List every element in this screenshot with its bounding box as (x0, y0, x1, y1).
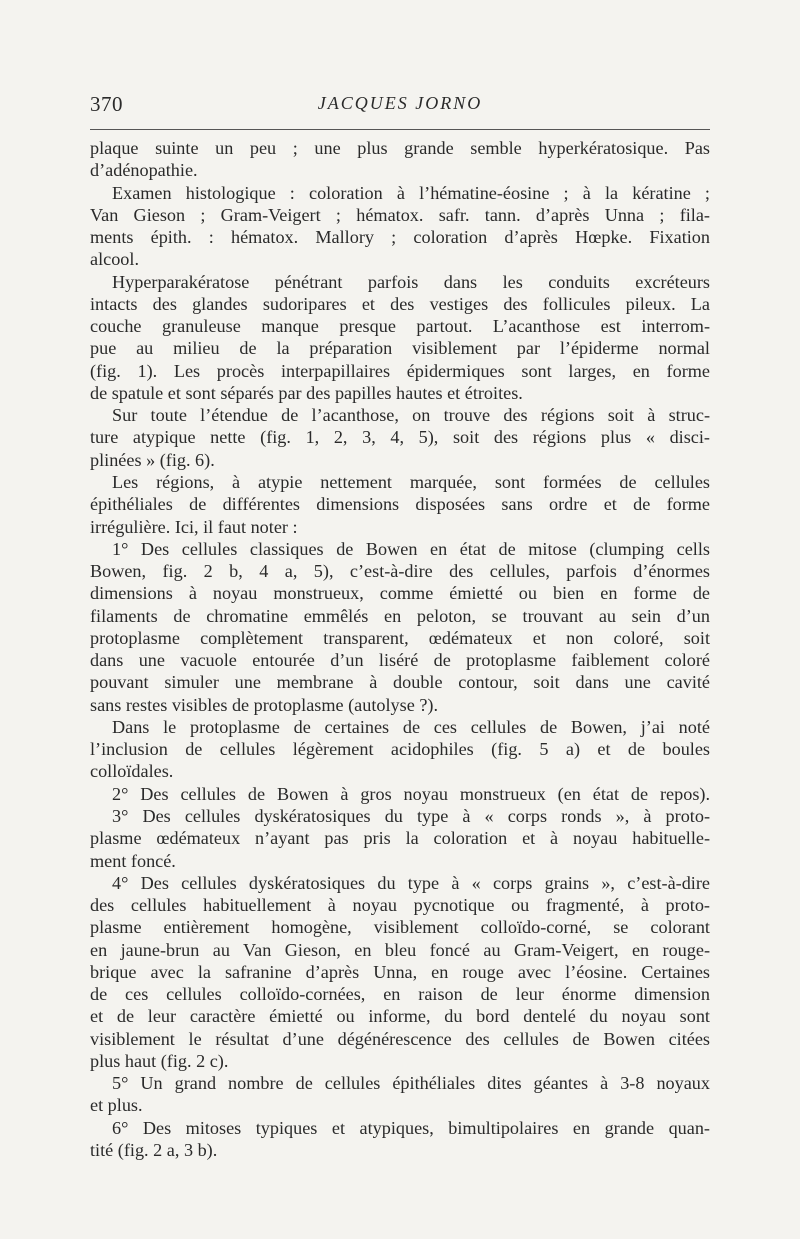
running-head (90, 92, 710, 122)
text-line: et de leur caractère émietté ou informe, du bord dentelé du noyau sont (90, 1006, 710, 1027)
text-line: alcool. (90, 249, 139, 270)
text-line: en jaune-brun au Van Gieson, en bleu foncé au Gram-Veigert, en rouge- (90, 939, 710, 960)
text-line: Dans le protoplasme de certaines de ces cellules de Bowen, j’ai noté (112, 716, 710, 737)
text-line: colloïdales. (90, 761, 174, 782)
text-line: irrégulière. Ici, il faut noter : (90, 516, 298, 537)
text-line: ture atypique nette (fig. 1, 2, 3, 4, 5), soit des régions plus « disci- (90, 427, 710, 448)
text-line: Sur toute l’étendue de l’acanthose, on trouve des régions soit à struc- (112, 405, 710, 426)
body-text (90, 137, 710, 1161)
text-line: Examen histologique : coloration à l’hématine-éosine ; à la kératine ; (112, 182, 710, 203)
running-title: JACQUES JORNO (317, 93, 483, 113)
text-line: 2° Des cellules de Bowen à gros noyau monstrueux (en état de repos). (112, 783, 710, 804)
page-number: 370 (90, 92, 123, 116)
text-line: ment foncé. (90, 850, 176, 871)
text-line: 3° Des cellules dyskératosiques du type à « corps ronds », à proto- (112, 805, 710, 826)
text-line: ments épith. : hématox. Mallory ; coloration d’après Hœpke. Fixation (90, 227, 710, 248)
text-line: 4° Des cellules dyskératosiques du type à « corps grains », c’est-à-dire (112, 872, 710, 893)
text-line: intacts des glandes sudoripares et des vestiges des follicules pileux. La (90, 293, 710, 314)
text-line: filaments de chromatine emmêlés en peloton, se trouvant au sein d’un (90, 605, 710, 626)
text-line: d’adénopathie. (90, 160, 198, 181)
header-rule (90, 129, 710, 130)
text-line: visiblement le résultat d’une dégénérescence des cellules de Bowen citées (90, 1028, 710, 1049)
text-line: dans une vacuole entourée d’un liséré de protoplasme faiblement coloré (90, 650, 710, 671)
text-line: Van Gieson ; Gram-Veigert ; hématox. safr. tann. d’après Unna ; fila- (90, 204, 710, 225)
text-line: l’inclusion de cellules légèrement acidophiles (fig. 5 a) et de boules (90, 739, 710, 760)
text-line: et plus. (90, 1095, 143, 1116)
text-line: couche granuleuse manque presque partout. L’acanthose est interrom- (90, 316, 710, 337)
text-line: protoplasme complètement transparent, œdémateux et non coloré, soit (90, 627, 710, 648)
text-line: de ces cellules colloïdo-cornées, en raison de leur énorme dimension (90, 984, 710, 1005)
text-line: plaque suinte un peu ; une plus grande semble hyperkératosique. Pas (90, 138, 710, 158)
text-line: tité (fig. 2 a, 3 b). (90, 1139, 218, 1160)
text-line: 1° Des cellules classiques de Bowen en état de mitose (clumping cells (112, 538, 710, 559)
text-line: plinées » (fig. 6). (90, 449, 215, 470)
text-line: Les régions, à atypie nettement marquée, sont formées de cellules (112, 471, 710, 492)
text-line: sans restes visibles de protoplasme (autolyse ?). (90, 694, 439, 715)
text-line: 6° Des mitoses typiques et atypiques, bimultipolaires en grande quan- (112, 1117, 710, 1138)
text-line: 5° Un grand nombre de cellules épithéliales dites géantes à 3-8 noyaux (112, 1073, 710, 1094)
text-line: des cellules habituellement à noyau pycnotique ou fragmenté, à proto- (90, 895, 710, 916)
text-line: Bowen, fig. 2 b, 4 a, 5), c’est-à-dire des cellules, parfois d’énormes (90, 561, 710, 582)
text-line: brique avec la safranine d’après Unna, en rouge avec l’éosine. Certaines (90, 961, 710, 982)
text-line: pouvant simuler une membrane à double contour, soit dans une cavité (90, 672, 710, 693)
text-line: de spatule et sont séparés par des papilles hautes et étroites. (90, 382, 523, 403)
text-line: plus haut (fig. 2 c). (90, 1050, 229, 1071)
text-line: dimensions à noyau monstrueux, comme émietté ou bien en forme de (90, 583, 710, 604)
text-line: (fig. 1). Les procès interpapillaires épidermiques sont larges, en forme (90, 360, 710, 381)
text-line: pue au milieu de la préparation visiblement par l’épiderme normal (90, 338, 710, 359)
text-line: plasme œdémateux n’ayant pas pris la coloration et à noyau habituelle- (90, 828, 710, 849)
text-line: épithéliales de différentes dimensions disposées sans ordre et de forme (90, 494, 710, 515)
text-line: plasme entièrement homogène, visiblement colloïdo-corné, se colorant (90, 917, 710, 938)
text-line: Hyperparakératose pénétrant parfois dans les conduits excréteurs (112, 271, 710, 292)
